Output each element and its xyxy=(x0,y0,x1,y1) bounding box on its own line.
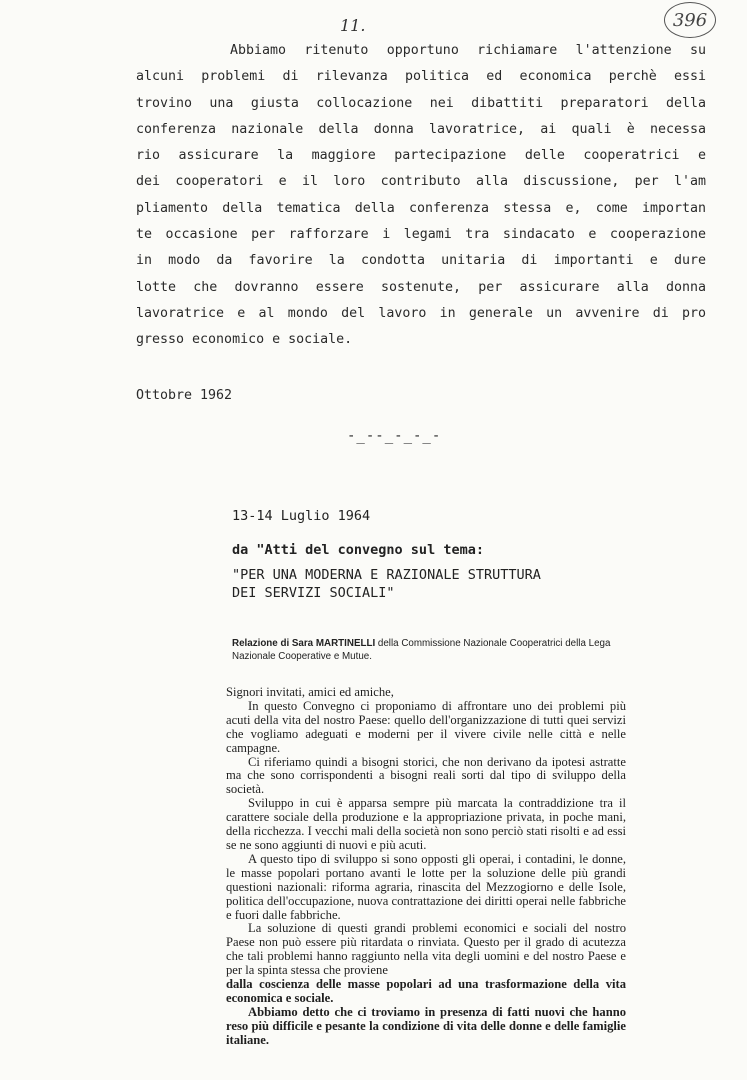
typed-line: gresso economico e sociale. xyxy=(136,332,353,348)
source-date: 13-14 Luglio 1964 xyxy=(232,508,371,524)
typed-line: trovino una giusta collocazione nei dibattiti preparatori della xyxy=(136,95,706,111)
body-paragraph-bold: Abbiamo detto che ci troviamo in presenza di fatti nuovi che hanno reso più difficile e pesante la condizione di vita delle donne e delle famiglie italiane. xyxy=(226,1004,626,1047)
typed-line: alcuni problemi di rilevanza politica ed economica perchè essi xyxy=(136,69,706,85)
typed-line: dei cooperatori e il loro contributo alla discussione, per l'am xyxy=(136,174,706,190)
typed-line: in modo da favorire la condotta unitaria di importanti e dure xyxy=(136,253,706,269)
source-from: da "Atti del convegno sul tema: xyxy=(232,542,484,558)
section-separator: -_--_-_-_- xyxy=(347,428,442,444)
typed-line: conferenza nazionale della donna lavoratrice, ai quali è necessa xyxy=(136,121,706,137)
archive-number-stamp: 396 xyxy=(664,2,716,38)
body-paragraph: In questo Convegno ci proponiamo di affrontare uno dei problemi più acuti della vita del nostro Paese: quello dell'organizzazione di tutti quei servizi che vogliamo adeguati e moderni per il vivere civile nelle città e nelle campagne. xyxy=(226,698,626,755)
typed-date: Ottobre 1962 xyxy=(136,388,233,403)
body-paragraph: A questo tipo di sviluppo si sono opposti gli operai, i contadini, le donne, le masse popolari portano avanti le lotte per la soluzione delle più grandi questioni nazionali: riforma agraria, rinascita del Mezzogiorno e delle Isole, politica dell'occupazione, nuova contrattazione dei diritti operai nelle fabbriche e fuori dalle fabbriche. xyxy=(226,851,626,922)
typed-paragraph xyxy=(136,38,706,354)
typed-line: pliamento della tematica della conferenza stessa e, come importan xyxy=(136,200,706,216)
salutation: Signori invitati, amici ed amiche, xyxy=(226,685,394,699)
source-title-line: DEI SERVIZI SOCIALI" xyxy=(232,585,395,601)
body-paragraph: La soluzione di questi grandi problemi economici e sociali del nostro Paese non può essere più ritardata o rinviata. Questo per il grado di acutezza che tali problemi hanno raggiunto nella vita degli uomini e del nostro Paese e per la spinta stessa che proviene xyxy=(226,921,626,978)
report-author: Relazione di Sara MARTINELLI xyxy=(232,638,376,649)
typed-line: te occasione per rafforzare i legami tra sindacato e cooperazione xyxy=(136,227,706,243)
body-paragraph: Sviluppo in cui è apparsa sempre più marcata la contraddizione tra il carattere sociale della produzione e la appropriazione privata, in poche mani, della ricchezza. I vecchi mali della società non sono perciò stati risolti e ad essi se ne sono aggiunti di nuovi e più acuti. xyxy=(226,796,626,852)
report-affiliation: della Commissione Nazionale Cooperatrici della Lega Nazionale Cooperative e Mutue. xyxy=(232,638,611,662)
typed-line: lotte che dovranno essere sostenute, per assicurare alla donna xyxy=(136,279,706,295)
typed-line: rio assicurare la maggiore partecipazione delle cooperatrici e xyxy=(136,148,706,164)
report-attribution xyxy=(232,637,622,663)
report-body xyxy=(226,686,626,1048)
source-title-line: "PER UNA MODERNA E RAZIONALE STRUTTURA xyxy=(232,567,541,583)
body-paragraph-bold: dalla coscienza delle masse popolari ad una trasformazione della vita economica e sociale. xyxy=(226,977,626,1005)
source-title xyxy=(232,566,541,602)
typed-line: Abbiamo ritenuto opportuno richiamare l'attenzione su xyxy=(230,43,706,58)
typed-line: lavoratrice e al mondo del lavoro in generale un avvenire di pro xyxy=(136,305,706,321)
body-paragraph: Ci riferiamo quindi a bisogni storici, che non derivano da ipotesi astratte ma che sono corrispondenti a bisogni reali sorti dal tipo di sviluppo della società. xyxy=(226,754,626,797)
page-number: 11. xyxy=(340,16,366,35)
